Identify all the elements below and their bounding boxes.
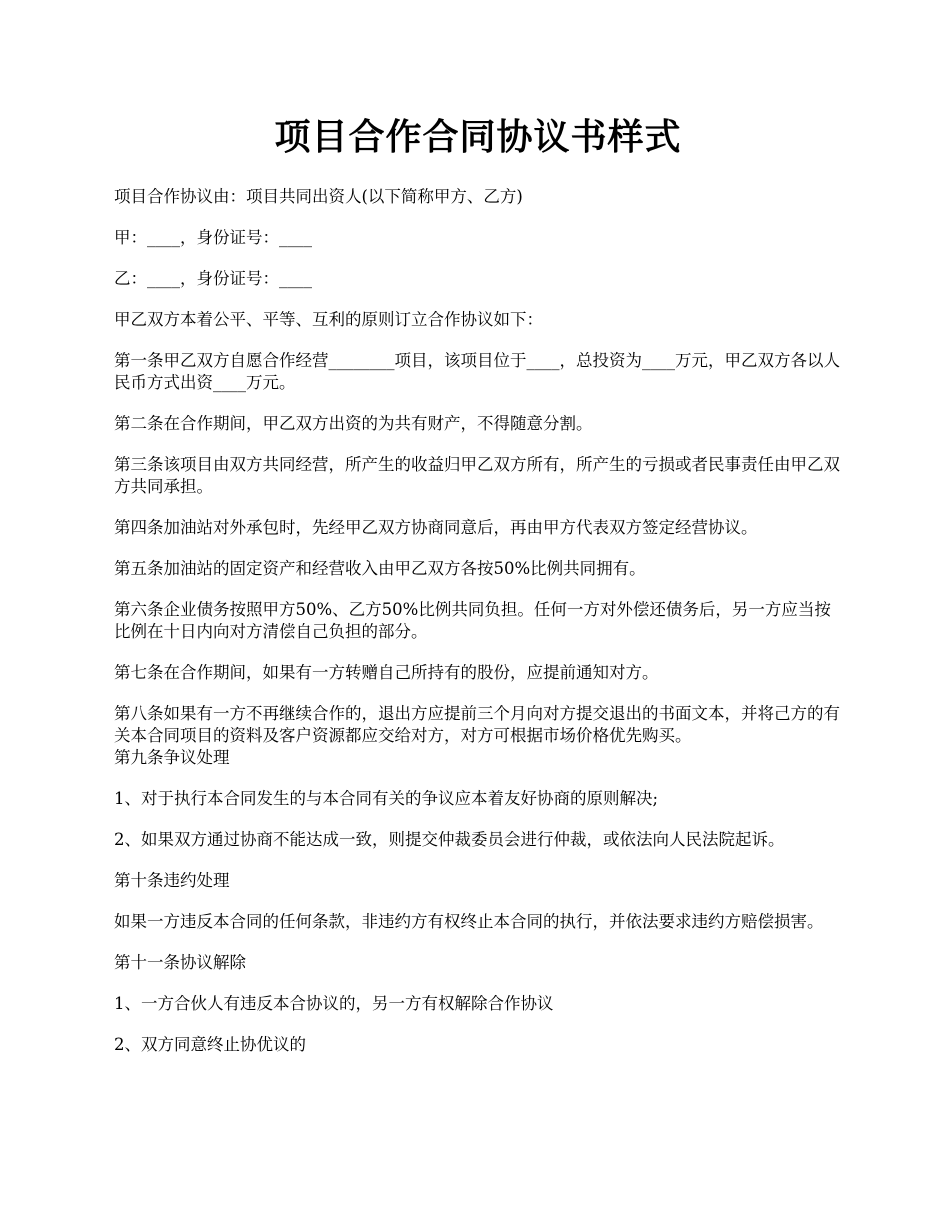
paragraph-principle: 甲乙双方本着公平、平等、互利的原则订立合作协议如下： [114, 310, 543, 329]
paragraph-article-1: 第一条甲乙双方自愿合作经营________项目，该项目位于____，总投资为____万元，甲乙双方各以人民币方式出资____万元。 [114, 351, 840, 392]
paragraph-intro: 项目合作协议由：项目共同出资人(以下简称甲方、乙方) [114, 187, 523, 206]
paragraph-article-10-heading: 第十条违约处理 [114, 871, 230, 890]
paragraph-party-a: 甲：____，身份证号：____ [114, 228, 312, 247]
paragraph-article-5: 第五条加油站的固定资产和经营收入由甲乙双方各按50%比例共同拥有。 [114, 559, 646, 578]
paragraph-article-9-heading: 第九条争议处理 [114, 748, 230, 767]
paragraph-article-10-body: 如果一方违反本合同的任何条款，非违约方有权终止本合同的执行，并依法要求违约方赔偿损害。 [114, 912, 824, 931]
document-title: 项目合作合同协议书样式 [274, 117, 682, 158]
paragraph-article-11-heading: 第十一条协议解除 [114, 953, 246, 972]
paragraph-article-4: 第四条加油站对外承包时，先经甲乙双方协商同意后，再由甲方代表双方签定经营协议。 [114, 518, 758, 537]
paragraph-article-9-item-2: 2、如果双方通过协商不能达成一致，则提交仲裁委员会进行仲裁，或依法向人民法院起诉。 [114, 830, 785, 849]
paragraph-article-11-item-1: 1、一方合伙人有违反本合协议的，另一方有权解除合作协议 [114, 994, 554, 1013]
paragraph-article-2: 第二条在合作期间，甲乙双方出资的为共有财产，不得随意分割。 [114, 414, 593, 433]
paragraph-article-7: 第七条在合作期间，如果有一方转赠自己所持有的股份，应提前通知对方。 [114, 663, 659, 682]
paragraph-article-8: 第八条如果有一方不再继续合作的，退出方应提前三个月向对方提交退出的书面文本，并将己方的有关本合同项目的资料及客户资源都应交给对方，对方可根据市场价格优先购买。 [114, 704, 840, 745]
paragraph-article-11-item-2: 2、双方同意终止协优议的 [114, 1035, 306, 1054]
paragraph-article-9-item-1: 1、对于执行本合同发生的与本合同有关的争议应本着友好协商的原则解决; [114, 789, 659, 808]
paragraph-article-6: 第六条企业债务按照甲方50%、乙方50%比例共同负担。任何一方对外偿还债务后，另一方应当按比例在十日内向对方清偿自己负担的部分。 [114, 600, 831, 641]
paragraph-party-b: 乙：____，身份证号：____ [114, 269, 312, 288]
paragraph-article-3: 第三条该项目由双方共同经营，所产生的收益归甲乙双方所有，所产生的亏损或者民事责任由甲乙双方共同承担。 [114, 455, 840, 496]
